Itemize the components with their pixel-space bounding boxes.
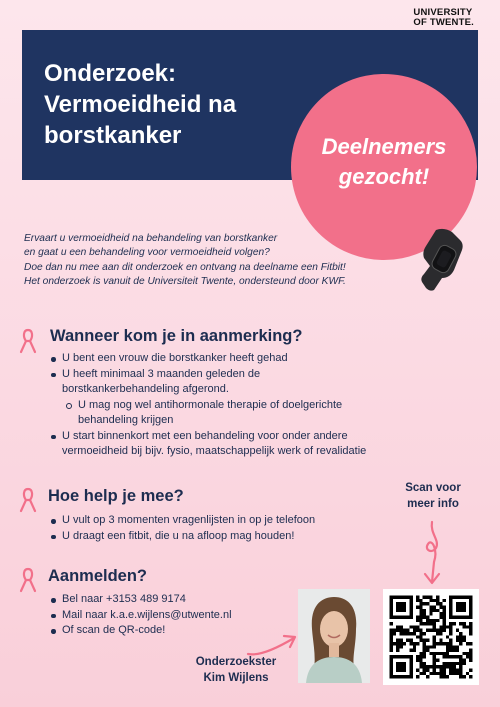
- fitbit-watch-icon: [414, 228, 468, 292]
- intro-line: en gaat u een behandeling voor vermoeidheid volgen?: [24, 247, 270, 259]
- list-item-line: U heeft minimaal 3 maanden geleden de: [62, 367, 261, 380]
- list-item: U bent een vrouw die borstkanker heeft gehad: [50, 351, 430, 367]
- logo-line-2: OF TWENTE.: [413, 17, 474, 28]
- list-item: Of scan de QR-code!: [50, 623, 290, 639]
- help-heading: Hoe help je mee?: [48, 487, 184, 505]
- list-item: U vult op 3 momenten vragenlijsten in op je telefoon: [50, 513, 370, 529]
- eligibility-heading: Wanneer kom je in aanmerking?: [50, 327, 303, 345]
- curly-arrow-down-icon: [412, 520, 452, 588]
- badge-line-2: gezocht!: [338, 164, 430, 189]
- list-item-line: U mag nog wel antihormonale therapie of doelgerichte: [78, 398, 343, 411]
- logo-line-1: UNIVERSITY: [413, 7, 473, 18]
- intro-line: Doe dan nu mee aan dit onderzoek en ontvang na deelname een Fitbit!: [24, 261, 346, 273]
- list-item-line: U start binnenkort met een behandeling voor onder andere: [62, 429, 348, 442]
- list-item: Bel naar +3153 489 9174: [50, 592, 290, 608]
- pink-ribbon-icon: [18, 567, 38, 593]
- title-line-3: borstkanker: [44, 122, 182, 149]
- participants-badge-text: [291, 132, 477, 192]
- list-item: Mail naar k.a.e.wijlens@utwente.nl: [50, 608, 290, 624]
- title-line-1: Onderzoek:: [44, 60, 177, 87]
- list-item-line: borstkankerbehandeling afgerond.: [62, 383, 229, 395]
- list-item-line: behandeling krijgen: [78, 414, 174, 426]
- scan-line-2: meer info: [407, 498, 459, 510]
- university-logo: [413, 8, 474, 28]
- list-item: [50, 429, 430, 460]
- intro-text: [24, 232, 424, 290]
- researcher-label: [176, 654, 296, 686]
- qr-code-graphic: [383, 589, 479, 685]
- qr-code[interactable]: [383, 589, 479, 685]
- intro-line: Het onderzoek is vanuit de Universiteit Twente, ondersteund door KWF.: [24, 276, 346, 288]
- intro-line: Ervaart u vermoeidheid na behandeling van borstkanker: [24, 233, 278, 244]
- title-line-2: Vermoeidheid na: [44, 91, 237, 118]
- researcher-photo: [298, 589, 370, 683]
- researcher-line-1: Onderzoekster: [195, 656, 277, 668]
- researcher-line-2: Kim Wijlens: [203, 672, 269, 684]
- signup-heading: Aanmelden?: [48, 567, 148, 585]
- poster-title: [44, 58, 284, 151]
- list-item-line: vermoeidheid bij bijv. fysio, maatschappelijk werk of revalidatie: [62, 445, 367, 457]
- list-item: [50, 367, 430, 398]
- badge-line-1: Deelnemers: [321, 134, 447, 159]
- scan-line-1: Scan voor: [405, 482, 461, 494]
- pink-ribbon-icon: [18, 328, 38, 354]
- pink-ribbon-icon: [18, 487, 38, 513]
- scan-label: [392, 480, 474, 512]
- help-list: [50, 513, 370, 544]
- sub-list-item: [50, 398, 430, 429]
- list-item: U draagt een fitbit, die u na afloop mag houden!: [50, 529, 370, 545]
- eligibility-list: [50, 351, 430, 460]
